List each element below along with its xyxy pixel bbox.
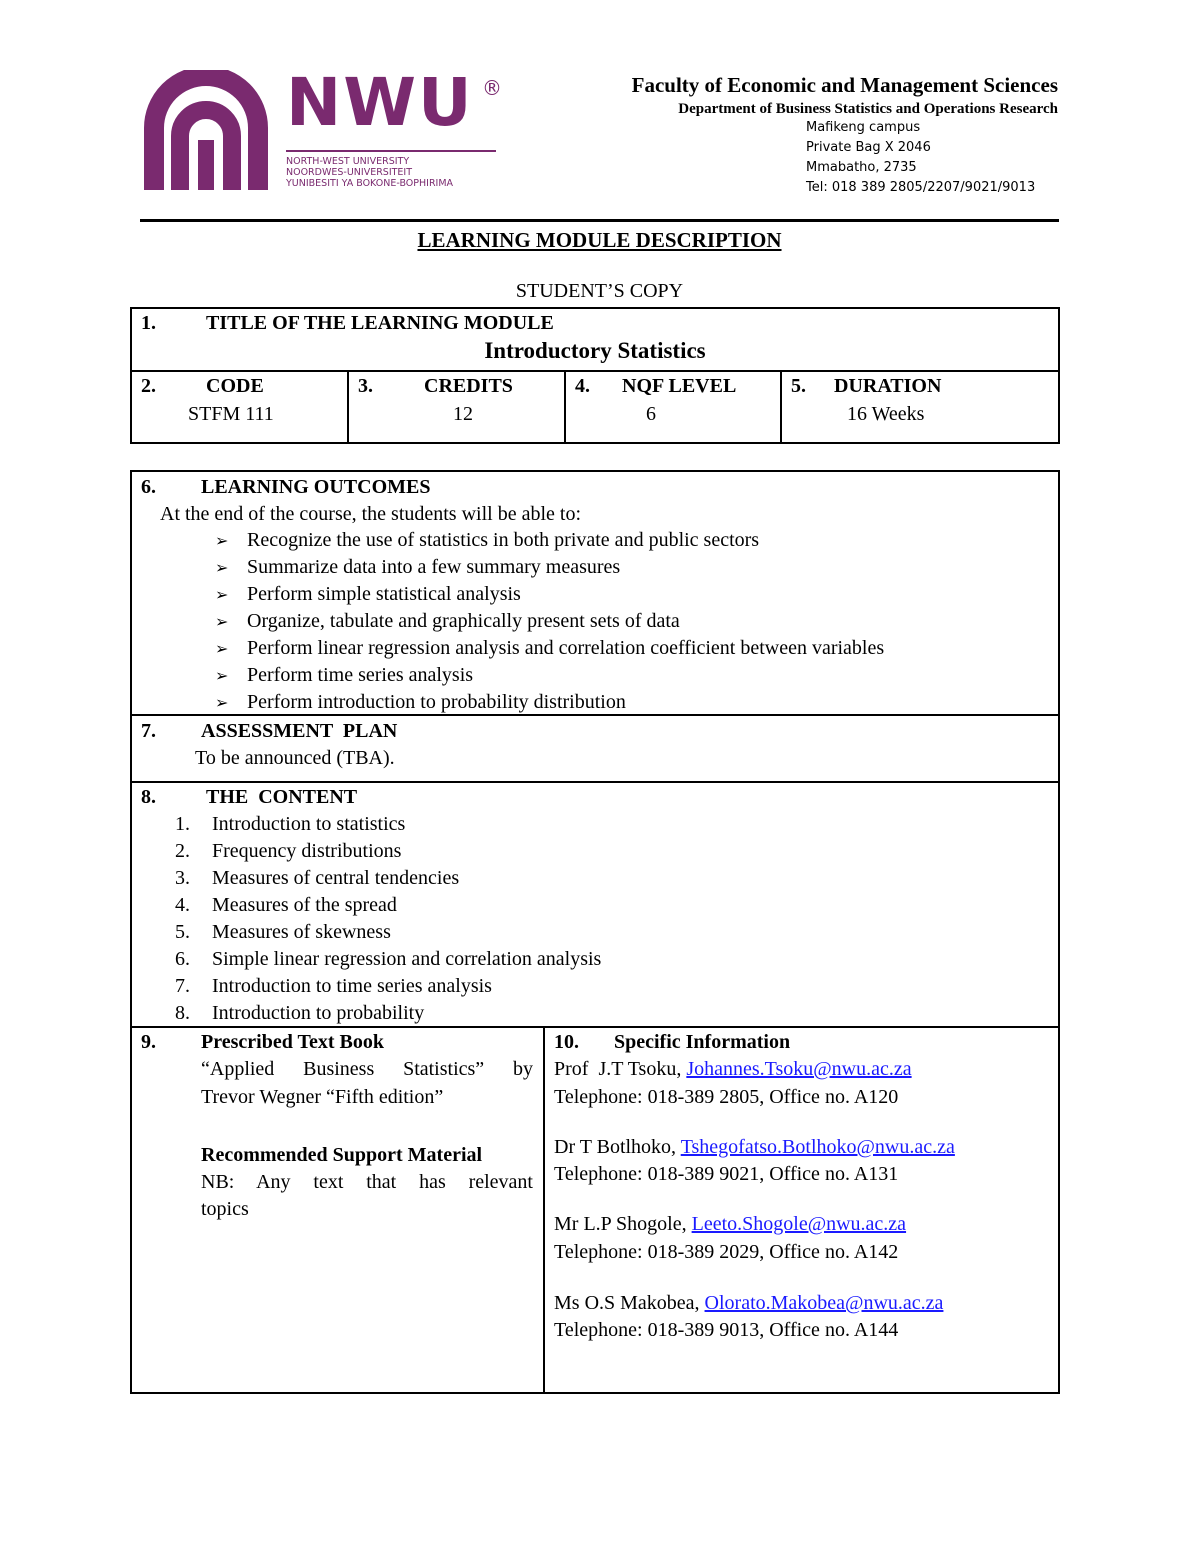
list-item: ➢ Summarize data into a few summary measures <box>215 554 884 581</box>
list-item: 1. Introduction to statistics <box>175 813 406 835</box>
section5-label: DURATION <box>834 375 942 397</box>
section10-label: Specific Information <box>614 1031 791 1053</box>
content-list <box>175 811 601 1027</box>
list-item: 6. Simple linear regression and correlation analysis <box>175 948 602 970</box>
email-link[interactable]: Johannes.Tsoku@nwu.ac.za <box>686 1058 912 1080</box>
document-title: LEARNING MODULE DESCRIPTION <box>417 228 782 252</box>
section8-number: 8. <box>141 786 156 808</box>
prescribed-book-line1: “Applied Business Statistics” by <box>201 1058 533 1080</box>
nqf-level: 6 <box>646 403 656 425</box>
arrow-bullet-icon: ➢ <box>215 639 229 658</box>
assessment-plan-text: To be announced (TBA). <box>195 747 395 769</box>
arrow-bullet-icon: ➢ <box>215 558 229 577</box>
contact-phone: Telephone: 018-389 2029, Office no. A142 <box>554 1241 899 1263</box>
department-name: Department of Business Statistics and Operations Research <box>678 101 1058 117</box>
address-block: Mafikeng campus Private Bag X 2046 Mmabatho, 2735 Tel: 018 389 2805/2207/9021/9013 <box>806 120 1036 195</box>
section4-number: 4. <box>575 375 590 397</box>
header-divider <box>140 219 1059 222</box>
section8-label: THE CONTENT <box>206 786 358 808</box>
section3-label: CREDITS <box>424 375 513 397</box>
list-item: ➢ Perform simple statistical analysis <box>215 581 884 608</box>
list-item: 5. Measures of skewness <box>175 921 391 943</box>
contact-phone: Telephone: 018-389 2805, Office no. A120 <box>554 1086 899 1108</box>
section1-label: TITLE OF THE LEARNING MODULE <box>206 312 554 334</box>
section2-number: 2. <box>141 375 156 397</box>
section9-label: Prescribed Text Book <box>201 1031 384 1053</box>
logo-divider <box>286 150 496 152</box>
arrow-bullet-icon: ➢ <box>215 666 229 685</box>
list-item: ➢ Perform time series analysis <box>215 662 884 689</box>
list-item: ➢ Recognize the use of statistics in both private and public sectors <box>215 527 884 554</box>
module-code: STFM 111 <box>188 403 274 425</box>
section9-number: 9. <box>141 1031 156 1053</box>
module-credits: 12 <box>453 403 473 425</box>
email-link[interactable]: Leeto.Shogole@nwu.ac.za <box>691 1213 907 1235</box>
contact-phone: Telephone: 018-389 9013, Office no. A144 <box>554 1319 899 1341</box>
contact-tsoku: Prof J.T Tsoku, Johannes.Tsoku@nwu.ac.za <box>554 1058 912 1080</box>
section6-number: 6. <box>141 476 156 498</box>
email-link[interactable]: Tshegofatso.Botlhoko@nwu.ac.za <box>680 1136 955 1158</box>
arrow-bullet-icon: ➢ <box>215 693 229 712</box>
section7-number: 7. <box>141 720 156 742</box>
list-item: 4. Measures of the spread <box>175 894 397 916</box>
support-material-line2: topics <box>201 1198 249 1220</box>
contact-makobea: Ms O.S Makobea, Olorato.Makobea@nwu.ac.za <box>554 1292 944 1314</box>
arrow-bullet-icon: ➢ <box>215 612 229 631</box>
section4-label: NQF LEVEL <box>622 375 737 397</box>
list-item: 3. Measures of central tendencies <box>175 867 460 889</box>
copy-label: STUDENT’S COPY <box>515 280 684 302</box>
arrow-bullet-icon: ➢ <box>215 531 229 550</box>
module-duration: 16 Weeks <box>847 403 925 425</box>
arrow-bullet-icon: ➢ <box>215 585 229 604</box>
section6-label: LEARNING OUTCOMES <box>201 476 431 498</box>
list-item: ➢ Organize, tabulate and graphically present sets of data <box>215 608 884 635</box>
list-item: ➢ Perform introduction to probability distribution <box>215 689 884 716</box>
contact-phone: Telephone: 018-389 9021, Office no. A131 <box>554 1163 899 1185</box>
logo-wordmark: NWU <box>286 64 474 141</box>
list-item: ➢ Perform linear regression analysis and correlation coefficient between variables <box>215 635 884 662</box>
logo-subtitle: NORTH-WEST UNIVERSITY NOORDWES-UNIVERSITEIT YUNIBESITI YA BOKONE-BOPHIRIMA <box>286 156 454 189</box>
contact-shogole: Mr L.P Shogole, Leeto.Shogole@nwu.ac.za <box>554 1213 907 1235</box>
registered-icon: ® <box>482 76 502 100</box>
section10-number: 10. <box>554 1031 579 1053</box>
learning-outcomes-list <box>215 527 884 716</box>
list-item: 2. Frequency distributions <box>175 840 402 862</box>
support-material-label: Recommended Support Material <box>201 1144 483 1166</box>
header-faculty-block <box>560 72 1058 120</box>
section2-label: CODE <box>206 375 264 397</box>
section3-number: 3. <box>358 375 373 397</box>
faculty-name: Faculty of Economic and Management Sciences <box>631 73 1058 97</box>
module-title: Introductory Statistics <box>484 338 706 363</box>
section5-number: 5. <box>791 375 806 397</box>
contact-botlhoko: Dr T Botlhoko, Tshegofatso.Botlhoko@nwu.ac.za <box>554 1136 955 1158</box>
email-link[interactable]: Olorato.Makobea@nwu.ac.za <box>704 1292 944 1314</box>
support-material-line1: NB: Any text that has relevant <box>201 1171 533 1193</box>
nwu-logo <box>140 64 510 195</box>
prescribed-book-line2: Trevor Wegner “Fifth edition” <box>201 1086 444 1108</box>
outcomes-intro: At the end of the course, the students will be able to: <box>160 503 582 525</box>
section1-number: 1. <box>141 312 156 334</box>
list-item: 8. Introduction to probability <box>175 1002 425 1024</box>
section7-label: ASSESSMENT PLAN <box>201 720 398 742</box>
list-item: 7. Introduction to time series analysis <box>175 975 492 997</box>
